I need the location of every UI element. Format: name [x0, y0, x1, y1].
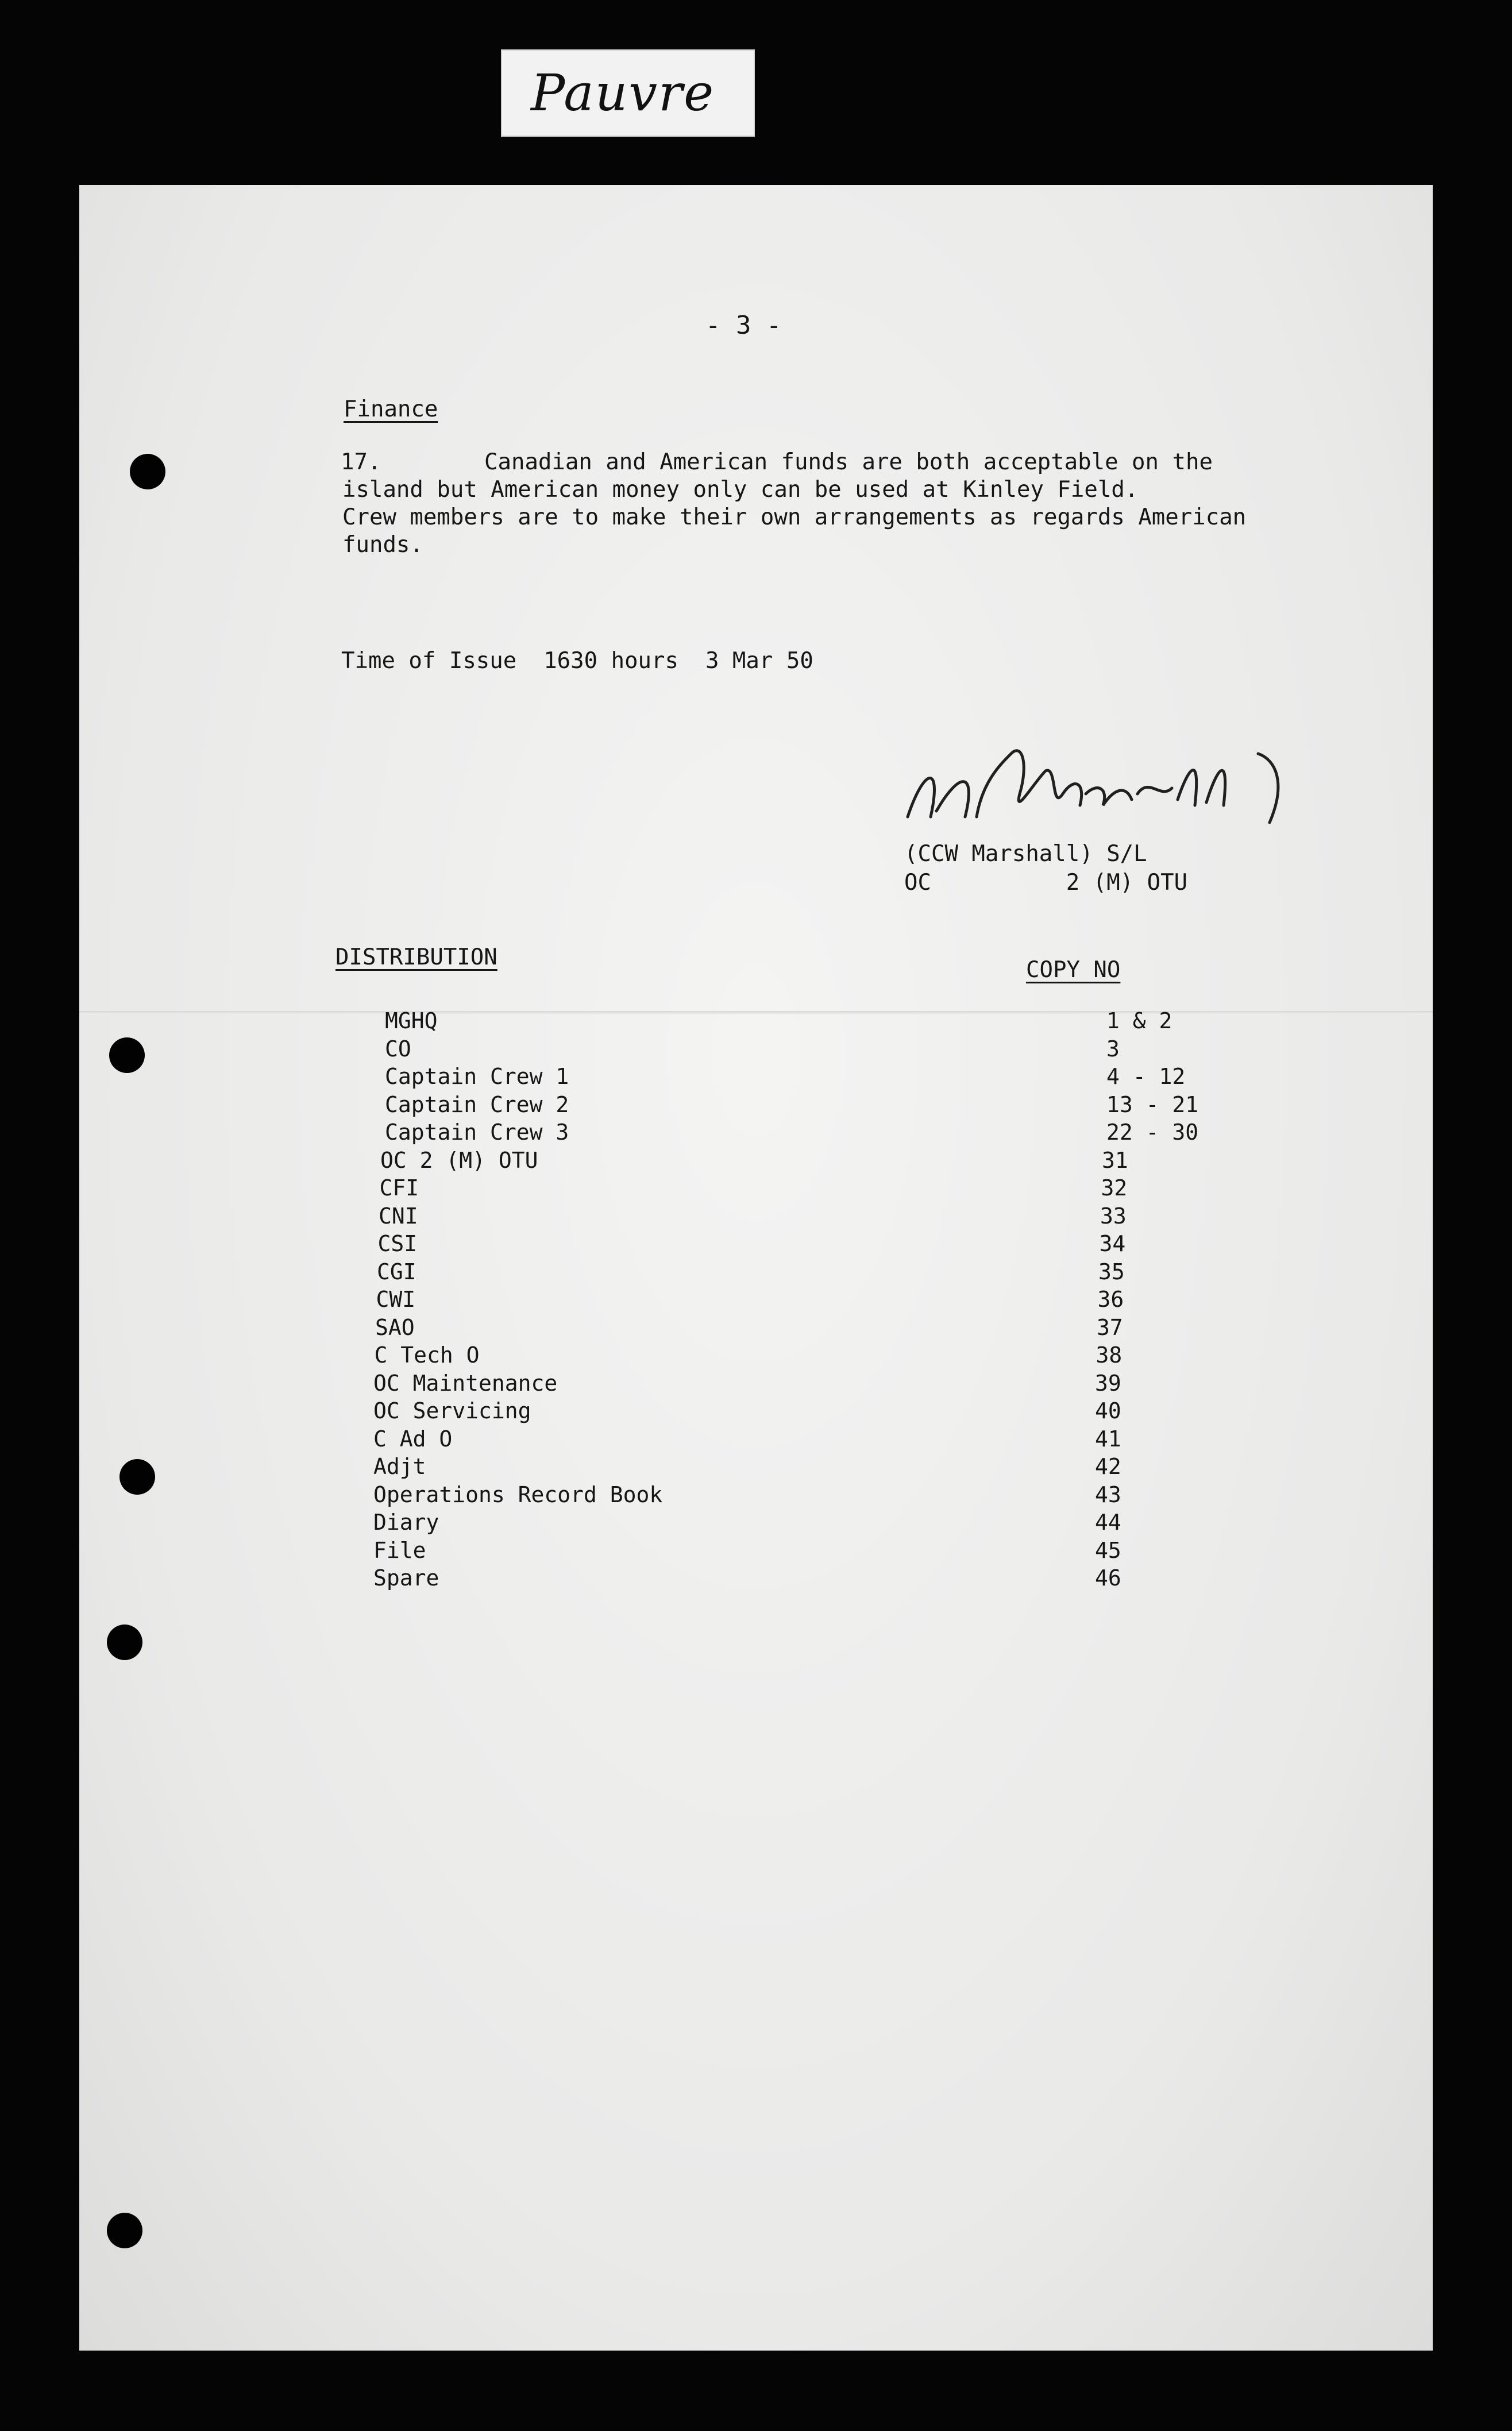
distribution-row — [375, 1315, 1352, 1343]
recipient: Operations Record Book — [373, 1481, 663, 1507]
copy-number: 13 - 21 — [1106, 1091, 1199, 1117]
distribution-row — [373, 1398, 1350, 1426]
copy-number: 38 — [1096, 1342, 1123, 1368]
recipient: CO — [385, 1036, 411, 1062]
copy-number: 42 — [1095, 1454, 1121, 1479]
distribution-row — [385, 1064, 1361, 1092]
copy-number: 34 — [1099, 1231, 1126, 1256]
copy-number: 32 — [1101, 1175, 1128, 1201]
recipient: CGI — [377, 1259, 416, 1284]
distribution-row — [380, 1175, 1356, 1203]
distribution-row — [385, 1008, 1361, 1036]
distribution-row — [375, 1342, 1351, 1371]
distribution-row — [376, 1287, 1353, 1315]
index-tab-label — [501, 49, 755, 137]
copy-number: 44 — [1095, 1510, 1121, 1535]
punch-hole — [107, 2213, 142, 2248]
signatory-name: (CCW Marshall) S/L — [904, 841, 1147, 867]
recipient: OC 2 (M) OTU — [380, 1147, 538, 1173]
punch-hole — [119, 1459, 155, 1495]
recipient: CSI — [377, 1231, 418, 1256]
distribution-row — [373, 1371, 1350, 1399]
recipient: OC Maintenance — [373, 1370, 558, 1396]
copy-number: 4 - 12 — [1106, 1064, 1186, 1089]
finance-line-2: island but American money only can be used at Kinley Field. — [342, 477, 1139, 503]
distribution-row — [373, 1454, 1350, 1482]
copy-number: 3 — [1106, 1036, 1120, 1062]
distribution-row — [373, 1482, 1350, 1510]
handwritten-signature — [890, 731, 1339, 846]
recipient: Adjt — [373, 1454, 426, 1479]
recipient: Diary — [373, 1510, 439, 1535]
recipient: CWI — [376, 1287, 416, 1312]
recipient: Captain Crew 2 — [385, 1091, 569, 1117]
page-number: - 3 - — [705, 311, 782, 340]
distribution-list — [373, 1008, 1361, 1593]
distribution-row — [385, 1092, 1361, 1120]
distribution-row — [385, 1120, 1361, 1148]
recipient: C Tech O — [374, 1342, 480, 1368]
finance-heading: Finance — [344, 396, 438, 422]
recipient: MGHQ — [385, 1008, 438, 1033]
punch-hole — [130, 454, 165, 489]
distribution-row — [378, 1231, 1355, 1259]
copy-number: 31 — [1102, 1147, 1128, 1173]
recipient: C Ad O — [373, 1426, 453, 1452]
recipient: File — [373, 1537, 426, 1563]
recipient: Spare — [373, 1565, 439, 1591]
copy-number-heading: COPY NO — [1026, 957, 1121, 983]
finance-line-1: Canadian and American funds are both acceptable on the — [484, 449, 1213, 475]
distribution-row — [373, 1565, 1350, 1593]
distribution-row — [380, 1148, 1357, 1176]
recipient: Captain Crew 3 — [385, 1120, 569, 1145]
finance-line-3: Crew members are to make their own arrangements as regards American — [342, 504, 1247, 530]
document-page — [79, 185, 1433, 2351]
distribution-heading: DISTRIBUTION — [335, 944, 497, 970]
copy-number: 35 — [1098, 1259, 1125, 1284]
index-tab-text: Pauvre — [531, 63, 715, 122]
distribution-row — [373, 1426, 1350, 1454]
recipient: CFI — [379, 1175, 419, 1201]
punch-hole — [107, 1624, 142, 1660]
copy-number: 22 - 30 — [1106, 1120, 1199, 1145]
copy-number: 40 — [1095, 1398, 1121, 1423]
punch-hole — [109, 1037, 145, 1073]
recipient: OC Servicing — [373, 1398, 531, 1423]
signatory-title: OC 2 (M) OTU — [904, 870, 1188, 896]
copy-number: 37 — [1097, 1314, 1123, 1340]
copy-number: 33 — [1100, 1203, 1127, 1229]
distribution-row — [385, 1036, 1361, 1064]
finance-line-4: funds. — [342, 532, 423, 558]
copy-number: 46 — [1095, 1565, 1121, 1591]
copy-number: 43 — [1095, 1481, 1121, 1507]
copy-number: 36 — [1097, 1287, 1124, 1312]
distribution-row — [373, 1510, 1350, 1538]
recipient: Captain Crew 1 — [385, 1064, 569, 1089]
time-of-issue: Time of Issue 1630 hours 3 Mar 50 — [341, 648, 813, 674]
distribution-row — [373, 1538, 1350, 1566]
recipient: CNI — [379, 1203, 418, 1229]
distribution-row — [377, 1259, 1353, 1287]
copy-number: 41 — [1095, 1426, 1121, 1452]
recipient: SAO — [375, 1314, 415, 1340]
copy-number: 39 — [1095, 1370, 1121, 1396]
distribution-row — [379, 1203, 1355, 1232]
paragraph-number: 17. — [341, 449, 381, 475]
copy-number: 45 — [1095, 1537, 1121, 1563]
copy-number: 1 & 2 — [1106, 1008, 1172, 1033]
